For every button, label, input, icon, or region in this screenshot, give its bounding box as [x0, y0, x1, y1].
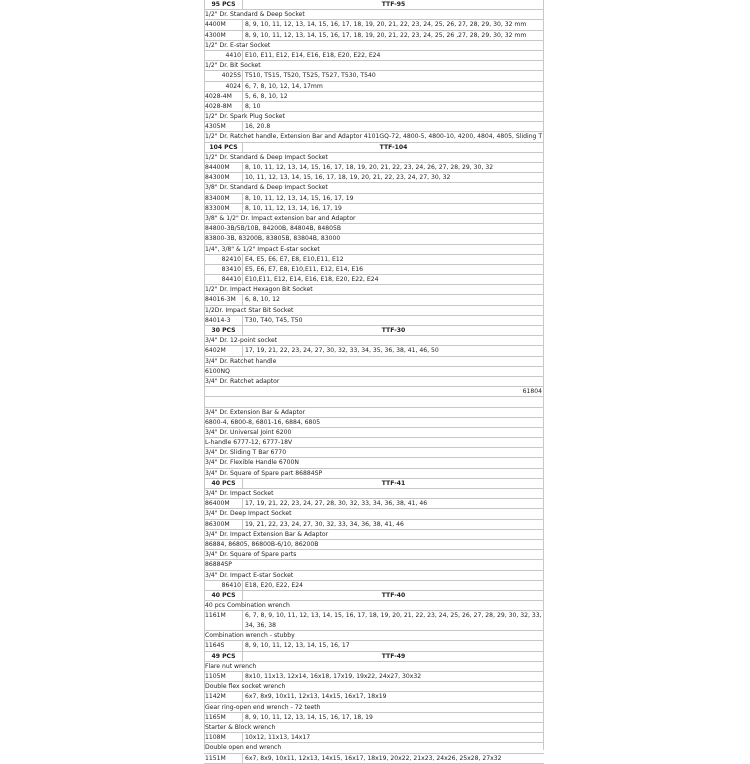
part-number: 4028-4M: [204, 92, 243, 101]
sizes: 19, 21, 22, 23, 24, 27, 30, 32, 33, 34, 36, 38, 41, 46: [245, 520, 404, 528]
set-header-row: [204, 0, 544, 10]
part-number: 84014-3: [204, 316, 243, 325]
item-row: [204, 754, 544, 764]
set-code: TTF-41: [381, 479, 406, 487]
section-title: 3/8" & 1/2" Dr. Impact extension bar and Adaptor: [205, 214, 356, 222]
section-title: 83800-3B, 83200B, 83805B, 83804B, 83000: [205, 235, 341, 243]
section-row: [204, 509, 544, 519]
section-row: [204, 489, 544, 499]
sizes: 8, 9, 10, 11, 12, 13, 14, 15, 16, 17, 18, 19: [245, 713, 373, 721]
sizes: 8, 9, 10, 11, 12, 13, 14, 15, 16, 17, 18, 19, 20, 21, 22, 23, 24, 25, 26, 27, 28, 29, 30, 32 mm: [245, 21, 527, 29]
part-number: 1164S: [204, 641, 243, 650]
item-row: [204, 204, 544, 214]
item-row: [204, 92, 544, 102]
item-row: [204, 692, 544, 702]
item-row: [204, 499, 544, 509]
item-row: [204, 581, 544, 591]
sizes: 16, 20.8: [245, 123, 271, 131]
item-row: [204, 346, 544, 356]
section-row: [204, 377, 544, 387]
item-row: [204, 641, 544, 651]
section-row: [204, 61, 544, 71]
section-row: [204, 336, 544, 346]
part-number: 4028-8M: [204, 102, 243, 111]
section-title: 3/4" Dr. 12-point socket: [205, 337, 278, 345]
section-title: 1/2Dr. Impact Star Bit Socket: [205, 306, 294, 314]
set-code: TTF-95: [381, 1, 406, 8]
section-row: [204, 41, 544, 51]
sizes: 6, 7, 8, 9, 10, 11, 12, 13, 14, 15, 16, 17, 18, 19, 20, 21, 22, 23, 24, 25, 26, 27, 28, 29, 30, 32, 33, 34, 36, 38: [245, 612, 542, 629]
set-header-row: [204, 479, 544, 489]
sizes: 10x12, 11x13, 14x17: [245, 734, 311, 742]
set-count: 95 PCS: [204, 0, 243, 9]
section-row: [204, 723, 544, 733]
part-number: 84016-3M: [204, 295, 243, 304]
sizes: 6x7, 8x9, 10x11, 12x13, 14x15, 16x17, 18x19: [245, 693, 387, 701]
section-row: [204, 408, 544, 418]
item-row: [204, 71, 544, 81]
sizes: E10,E11, E12, E14, E16, E18, E20, E22, E24: [245, 276, 379, 284]
section-row: [204, 530, 544, 540]
item-row: [204, 255, 544, 265]
item-row: [204, 713, 544, 723]
sizes: 10, 11, 12, 13, 14, 15, 16, 17, 18, 19, 20, 21, 22, 23, 24, 27, 30, 32: [245, 174, 451, 182]
sizes: 5, 6, 8, 10, 12: [245, 92, 288, 100]
part-number: 82410: [204, 255, 243, 264]
section-row: [204, 112, 544, 122]
part-number: 84400M: [204, 163, 243, 172]
part-number: 1105M: [204, 672, 243, 681]
section-row: [204, 540, 544, 550]
sizes: E5, E6, E7, E8, E10,E11, E12, E14, E16: [245, 265, 363, 273]
part-number: 4400M: [204, 20, 243, 29]
part-number: 1151M: [204, 754, 243, 763]
set-code: TTF-40: [381, 591, 406, 599]
item-row: [204, 163, 544, 173]
part-number: 83400M: [204, 194, 243, 203]
section-title: 3/4" Dr. Impact Socket: [205, 490, 274, 497]
section-row: [204, 183, 544, 193]
item-row: [204, 82, 544, 92]
section-title: 1/2" Dr. Standard & Deep Socket: [205, 11, 305, 19]
set-header-row: [204, 143, 544, 153]
section-title: 3/4" Dr. Ratchet handle: [205, 357, 277, 365]
section-row: [204, 10, 544, 20]
section-title: 40 pcs Combination wrench: [205, 602, 290, 610]
section-title: Gear ring-open end wrench - 72 teeth: [205, 703, 321, 711]
section-title: Double open end wrench: [205, 744, 282, 752]
section-row: [204, 458, 544, 468]
sizes: 8, 10, 11, 12, 13, 14, 16, 17, 19: [245, 204, 342, 212]
sizes: 17, 19, 21, 22, 23, 24, 27, 30, 32, 33, 34, 35, 36, 38, 41, 46, 50: [245, 347, 439, 355]
set-code: TTF-49: [381, 652, 406, 660]
section-row: [204, 560, 544, 570]
item-row: [204, 520, 544, 530]
set-count: 40 PCS: [204, 479, 243, 488]
section-row: [204, 306, 544, 316]
part-number: 84300M: [204, 173, 243, 182]
sizes: E10, E11, E12, E14, E16, E18, E20, E22, E24: [245, 51, 381, 59]
section-row: [204, 397, 544, 407]
item-row: [204, 316, 544, 326]
item-row: [204, 733, 544, 743]
section-row: [204, 469, 544, 479]
section-title: 86884SP: [205, 561, 232, 569]
section-title: 6800-4, 6800-8, 6801-16, 6884, 6805: [205, 418, 321, 426]
section-title: 84800-3B/5B/10B, 84200B, 84804B, 84805B: [205, 225, 342, 233]
section-row: [204, 631, 544, 641]
section-row: [204, 418, 544, 428]
section-title: L-handle 6777-12, 6777-18V: [205, 439, 293, 447]
part-number: 84410: [204, 275, 243, 284]
section-row: [204, 367, 544, 377]
item-row: [204, 31, 544, 41]
section-row: [204, 153, 544, 163]
item-row: [204, 275, 544, 285]
section-title: 1/2" Dr. E-star Socket: [205, 41, 271, 49]
section-title: 3/4" Dr. Ratchet adaptor: [205, 377, 280, 385]
item-row: [204, 122, 544, 132]
section-title: 3/4" Dr. Impact E-star Socket: [205, 571, 294, 579]
section-title: 3/4" Dr. Flexible Handle 6700N: [205, 459, 299, 467]
set-count: 30 PCS: [204, 326, 243, 335]
section-row: [204, 438, 544, 448]
section-row: [204, 214, 544, 224]
part-number: 4024: [204, 82, 243, 91]
sizes: 8, 9, 10, 11, 12, 13, 14, 15, 16, 17: [245, 642, 350, 650]
section-row: [204, 234, 544, 244]
set-count: 104 PCS: [204, 143, 243, 152]
section-row: [204, 682, 544, 692]
part-number: 4410: [204, 51, 243, 60]
part-number: 6402M: [204, 346, 243, 355]
section-row: [204, 743, 544, 753]
set-header-row: [204, 326, 544, 336]
section-title: 3/4" Dr. Universal Joint 6200: [205, 428, 292, 436]
section-title: 3/4" Dr. Deep Impact Socket: [205, 510, 292, 518]
section-title: 1/2" Dr. Ratchet handle, Extension Bar and Adaptor 4101GQ-72, 4800-5, 4800-10, 4200, 4804, 4805, Sliding T: [205, 133, 543, 141]
set-header-row: [204, 591, 544, 601]
section-title: 3/4" Dr. Square of Spare parts: [205, 551, 297, 559]
section-title: [204, 397, 544, 406]
section-row: [204, 601, 544, 611]
section-row: [204, 245, 544, 255]
section-title: 1/2" Dr. Impact Hexagon Bit Socket: [205, 286, 313, 294]
item-row: [204, 265, 544, 275]
sizes: 6, 8, 10, 12: [245, 296, 280, 304]
part-number: 86300M: [204, 520, 243, 529]
part-number: 83410: [204, 265, 243, 274]
section-row: [204, 285, 544, 295]
section-title: 3/4" Dr. Sliding T Bar 6770: [205, 449, 287, 457]
set-count: 40 PCS: [204, 591, 243, 600]
section-title: 3/4" Dr. Square of Spare part 86884SP: [205, 469, 323, 477]
part-number: 61804: [522, 388, 542, 396]
part-number: 1165M: [204, 713, 243, 722]
part-number: 86410: [204, 581, 243, 590]
item-row: [204, 20, 544, 30]
section-title: Combination wrench - stubby: [205, 632, 295, 640]
section-row: [204, 703, 544, 713]
section-title: Double flex socket wrench: [205, 683, 286, 691]
section-row: [204, 357, 544, 367]
sizes: E18, E20, E22, E24: [245, 581, 304, 589]
section-row: [204, 550, 544, 560]
section-row: [204, 132, 544, 142]
section-title: Starter & Block wrench: [205, 723, 276, 731]
part-number: 4025S: [204, 71, 243, 80]
section-title: 6100NQ: [205, 367, 230, 375]
section-title: 1/2" Dr. Bit Socket: [205, 62, 261, 70]
item-row: [204, 102, 544, 112]
sizes: 6, 7, 8, 10, 12, 14, 17mm: [245, 82, 323, 90]
section-row: [204, 224, 544, 234]
sizes: 8, 10: [245, 102, 261, 110]
section-row: [204, 571, 544, 581]
set-header-row: [204, 652, 544, 662]
sizes: T510, T515, T520, T525, T527, T530, T540: [245, 72, 376, 80]
part-number: 86400M: [204, 499, 243, 508]
section-title: 1/2" Dr. Standard & Deep Impact Socket: [205, 153, 328, 161]
section-row: [204, 428, 544, 438]
section-row: [204, 662, 544, 672]
set-code: TTF-104: [379, 143, 408, 151]
part-number: 1161M: [204, 611, 243, 630]
set-count: 49 PCS: [204, 652, 243, 661]
part-number: 4305M: [204, 122, 243, 131]
section-title: 3/4" Dr. Extension Bar & Adaptor: [205, 408, 306, 416]
part-number: 4300M: [204, 31, 243, 40]
section-title: 3/8" Dr. Standard & Deep Impact Socket: [205, 184, 328, 192]
section-title: Flare nut wrench: [205, 662, 257, 670]
item-row: [204, 611, 544, 631]
sizes: 17, 19, 21, 22, 23, 24, 27, 28, 30, 32, 33, 34, 36, 38, 41, 46: [245, 500, 428, 508]
set-code: TTF-30: [381, 327, 406, 334]
part-number: 1108M: [204, 733, 243, 742]
section-title: 1/2" Dr. Spark Plug Socket: [205, 113, 285, 121]
sizes: T30, T40, T45, T50: [245, 316, 303, 324]
sizes: 8, 9, 10, 11, 12, 13, 14, 15, 16, 17, 18, 19, 20, 21, 22, 23, 24, 25, 26 ,27, 28, 29, 30, 32 mm: [245, 31, 527, 39]
item-row: [204, 295, 544, 305]
item-row: [204, 672, 544, 682]
sizes: 8x10, 11x13, 12x14, 16x18, 17x19, 19x22, 24x27, 30x32: [245, 673, 422, 680]
item-row: [204, 173, 544, 183]
item-row: [204, 194, 544, 204]
part-number: 83300M: [204, 204, 243, 213]
section-title: 3/4" Dr. Impact Extension Bar & Adaptor: [205, 530, 329, 538]
section-title: 86884, 86805, 86800B-6/10, 86200B: [205, 540, 319, 548]
section-title: 1/4", 3/8" & 1/2" Impact E-star socket: [205, 245, 320, 253]
sizes: 8, 10, 11, 12, 13, 14, 15, 16, 17, 19: [245, 194, 354, 202]
item-row: [204, 51, 544, 61]
item-row: [204, 387, 544, 397]
section-row: [204, 448, 544, 458]
sizes: 8, 10, 11, 12, 13, 14, 15, 16, 17, 18, 19, 20, 21, 22, 23, 24, 26, 27, 28, 29, 30, 32: [245, 164, 494, 171]
spec-table: [204, 0, 544, 764]
sizes: 6x7, 8x9, 10x11, 12x13, 14x15, 16x17, 18x19, 20x22, 21x23, 24x26, 25x28, 27x32: [245, 754, 502, 762]
sizes: E4, E5, E6, E7, E8, E10,E11, E12: [245, 255, 344, 263]
part-number: 1142M: [204, 692, 243, 701]
